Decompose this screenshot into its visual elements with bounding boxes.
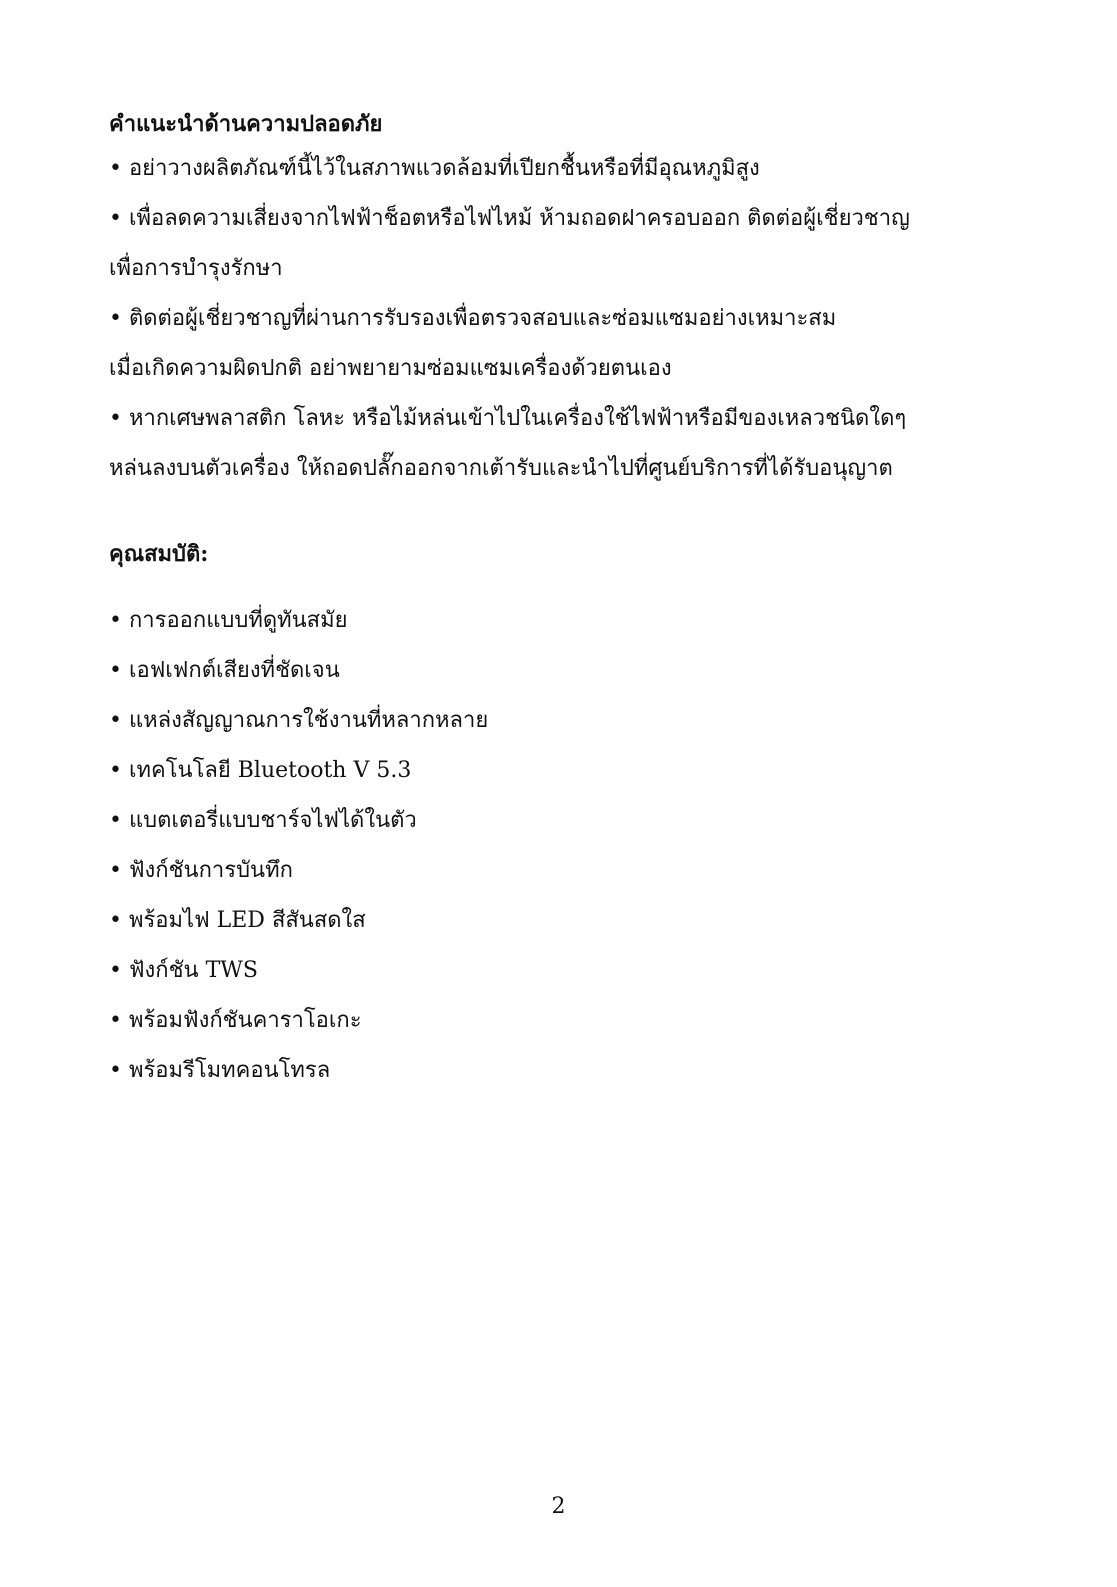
feature-item: • ฟังก์ชัน TWS (109, 958, 258, 983)
safety-item-line: • หากเศษพลาสติก โลหะ หรือไม้หล่นเข้าไปในเครื่องใช้ไฟฟ้าหรือมีของเหลวชนิดใดๆ (109, 406, 907, 431)
feature-item: • พร้อมฟังก์ชันคาราโอเกะ (109, 1008, 362, 1033)
feature-item: • ฟังก์ชันการบันทึก (109, 858, 293, 883)
safety-item (109, 294, 989, 394)
safety-item-line: หล่นลงบนตัวเครื่อง ให้ถอดปลั๊กออกจากเต้ารับและนำไปที่ศูนย์บริการที่ได้รับอนุญาต (109, 456, 893, 481)
safety-item-line: • เพื่อลดความเสี่ยงจากไฟฟ้าช็อตหรือไฟไหม้ ห้ามถอดฝาครอบออก ติดต่อผู้เชี่ยวชาญ (109, 206, 910, 231)
safety-item-line: เพื่อการบำรุงรักษา (109, 256, 283, 281)
safety-heading: คำแนะนำด้านความปลอดภัย (109, 111, 383, 137)
safety-item (109, 144, 989, 194)
safety-item-line: • ติดต่อผู้เชี่ยวชาญที่ผ่านการรับรองเพื่อตรวจสอบและซ่อมแซมอย่างเหมาะสม (109, 306, 837, 331)
safety-item (109, 394, 989, 494)
safety-item-line: เมื่อเกิดความผิดปกติ อย่าพยายามซ่อมแซมเครื่องด้วยตนเอง (109, 356, 672, 381)
features-heading: คุณสมบัติ: (109, 541, 209, 567)
feature-item: • การออกแบบที่ดูทันสมัย (109, 608, 348, 633)
page-content (109, 104, 989, 1096)
feature-item: • พร้อมรีโมทคอนโทรล (109, 1058, 331, 1083)
safety-list (109, 144, 989, 494)
features-list (109, 596, 989, 1096)
safety-item-line: • อย่าวางผลิตภัณฑ์นี้ไว้ในสภาพแวดล้อมที่เปียกชื้นหรือที่มีอุณหภูมิสูง (109, 156, 760, 181)
feature-item: • เอฟเฟกต์เสียงที่ชัดเจน (109, 658, 340, 683)
safety-item (109, 194, 989, 294)
feature-item: • พร้อมไฟ LED สีสันสดใส (109, 908, 366, 933)
page-number: 2 (551, 1494, 566, 1519)
feature-item: • เทคโนโลยี Bluetooth V 5.3 (109, 758, 412, 783)
feature-item: • แหล่งสัญญาณการใช้งานที่หลากหลาย (109, 708, 489, 733)
feature-item: • แบตเตอรี่แบบชาร์จไฟได้ในตัว (109, 808, 417, 833)
